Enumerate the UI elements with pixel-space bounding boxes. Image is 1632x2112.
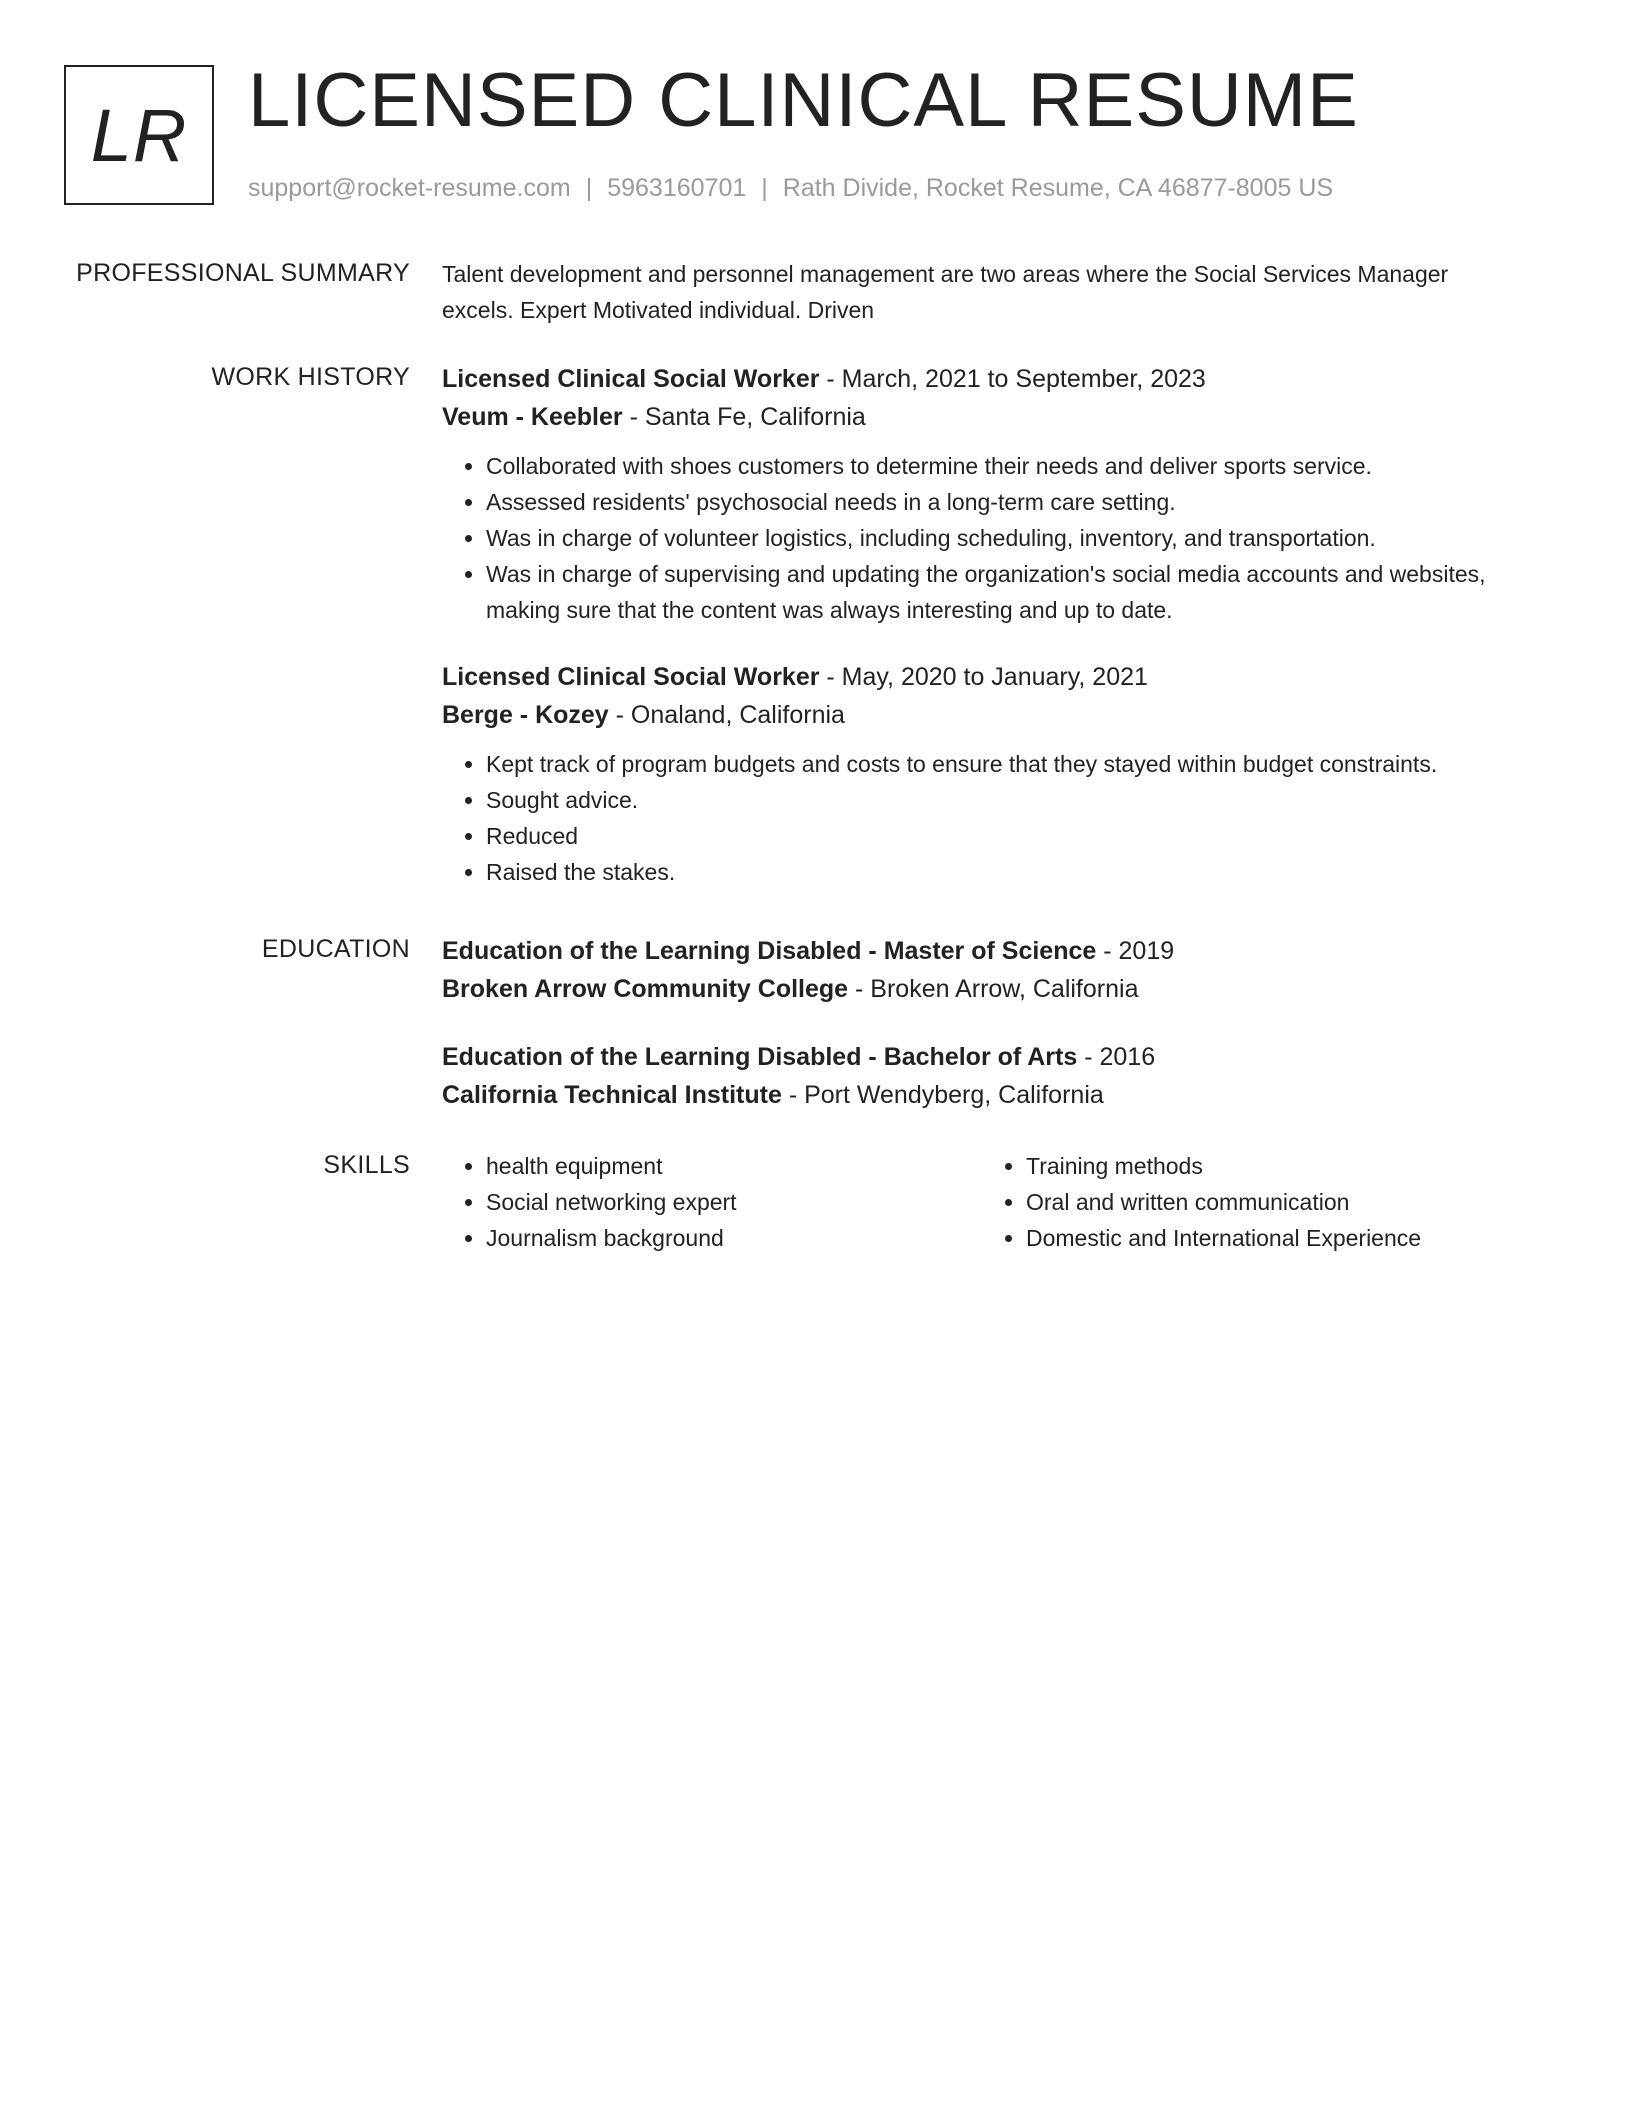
section-heading-skills: SKILLS [323, 1151, 410, 1179]
skills-list [982, 1148, 1522, 1256]
education-school-line [442, 1076, 1522, 1114]
job-bullet: • Was in charge of supervising and updating the organization's social media accounts and websites, making sure that the content was always interesting and up to date. [486, 556, 1522, 628]
job-location: - Onaland, California [608, 701, 845, 729]
skill-item: • health equipment [486, 1148, 982, 1184]
skill-item: • Social networking expert [486, 1184, 982, 1220]
job-bullet: • Collaborated with shoes customers to determine their needs and deliver sports service. [486, 448, 1522, 484]
job-bullet-list [442, 448, 1522, 628]
education-school-line [442, 970, 1522, 1008]
skill-item: • Journalism background [486, 1220, 982, 1256]
skills-list [442, 1148, 982, 1256]
education-body [442, 932, 1522, 1144]
job-bullet: • Was in charge of volunteer logistics, including scheduling, inventory, and transportation. [486, 520, 1522, 556]
job-company: Berge - Kozey [442, 701, 609, 729]
contact-line [248, 174, 1333, 203]
education-degree-line [442, 932, 1522, 970]
job-entry [442, 658, 1522, 890]
job-bullet: • Sought advice. [486, 782, 1522, 818]
education-school: Broken Arrow Community College [442, 975, 849, 1003]
skills-body [442, 1148, 1522, 1256]
skills-grid [442, 1148, 1522, 1256]
job-bullet: • Kept track of program budgets and costs to ensure that they stayed within budget constraints. [486, 746, 1522, 782]
education-degree: Education of the Learning Disabled - Bachelor of Arts [442, 1043, 1078, 1071]
job-dates: - May, 2020 to January, 2021 [819, 663, 1148, 691]
job-dates: - March, 2021 to September, 2023 [819, 365, 1206, 393]
job-company-line [442, 696, 1522, 734]
job-title: Licensed Clinical Social Worker [442, 365, 820, 393]
section-heading-education: EDUCATION [261, 935, 410, 963]
contact-email[interactable]: support@rocket-resume.com [248, 174, 571, 202]
education-location: - Port Wendyberg, California [781, 1081, 1104, 1109]
education-year: - 2016 [1077, 1043, 1156, 1071]
skill-item: • Domestic and International Experience [1026, 1220, 1522, 1256]
skill-item: • Training methods [1026, 1148, 1522, 1184]
education-entry [442, 932, 1522, 1008]
monogram-text: LR [90, 93, 188, 177]
education-school: California Technical Institute [442, 1081, 782, 1109]
job-title-line [442, 658, 1522, 696]
contact-separator: | [761, 174, 768, 202]
job-entry [442, 360, 1522, 628]
job-bullet-list [442, 746, 1522, 890]
section-heading-summary: PROFESSIONAL SUMMARY [76, 259, 410, 287]
contact-separator: | [585, 174, 593, 202]
work-history-body [442, 360, 1522, 920]
job-title-line [442, 360, 1522, 398]
education-degree: Education of the Learning Disabled - Master of Science [442, 937, 1097, 965]
summary-text: Talent development and personnel management are two areas where the Social Services Manager excels. Expert Motivated individual. Driven [442, 261, 1449, 323]
education-location: - Broken Arrow, California [848, 975, 1139, 1003]
job-bullet: • Assessed residents' psychosocial needs in a long-term care setting. [486, 484, 1522, 520]
monogram-logo [64, 65, 214, 205]
education-year: - 2019 [1096, 937, 1175, 965]
job-bullet: • Reduced [486, 818, 1522, 854]
summary-body [442, 256, 1522, 328]
skill-item: • Oral and written communication [1026, 1184, 1522, 1220]
section-heading-work-history: WORK HISTORY [211, 363, 410, 391]
resume-title: LICENSED CLINICAL RESUME [248, 58, 1359, 143]
job-company: Veum - Keebler [442, 403, 623, 431]
job-title: Licensed Clinical Social Worker [442, 663, 820, 691]
skills-column-left [442, 1148, 982, 1256]
skills-column-right [982, 1148, 1522, 1256]
job-location: - Santa Fe, California [622, 403, 866, 431]
contact-address: Rath Divide, Rocket Resume, CA 46877-8005 US [782, 174, 1334, 202]
education-degree-line [442, 1038, 1522, 1076]
contact-phone[interactable]: 5963160701 [607, 174, 747, 202]
education-entry [442, 1038, 1522, 1114]
job-company-line [442, 398, 1522, 436]
job-bullet: • Raised the stakes. [486, 854, 1522, 890]
